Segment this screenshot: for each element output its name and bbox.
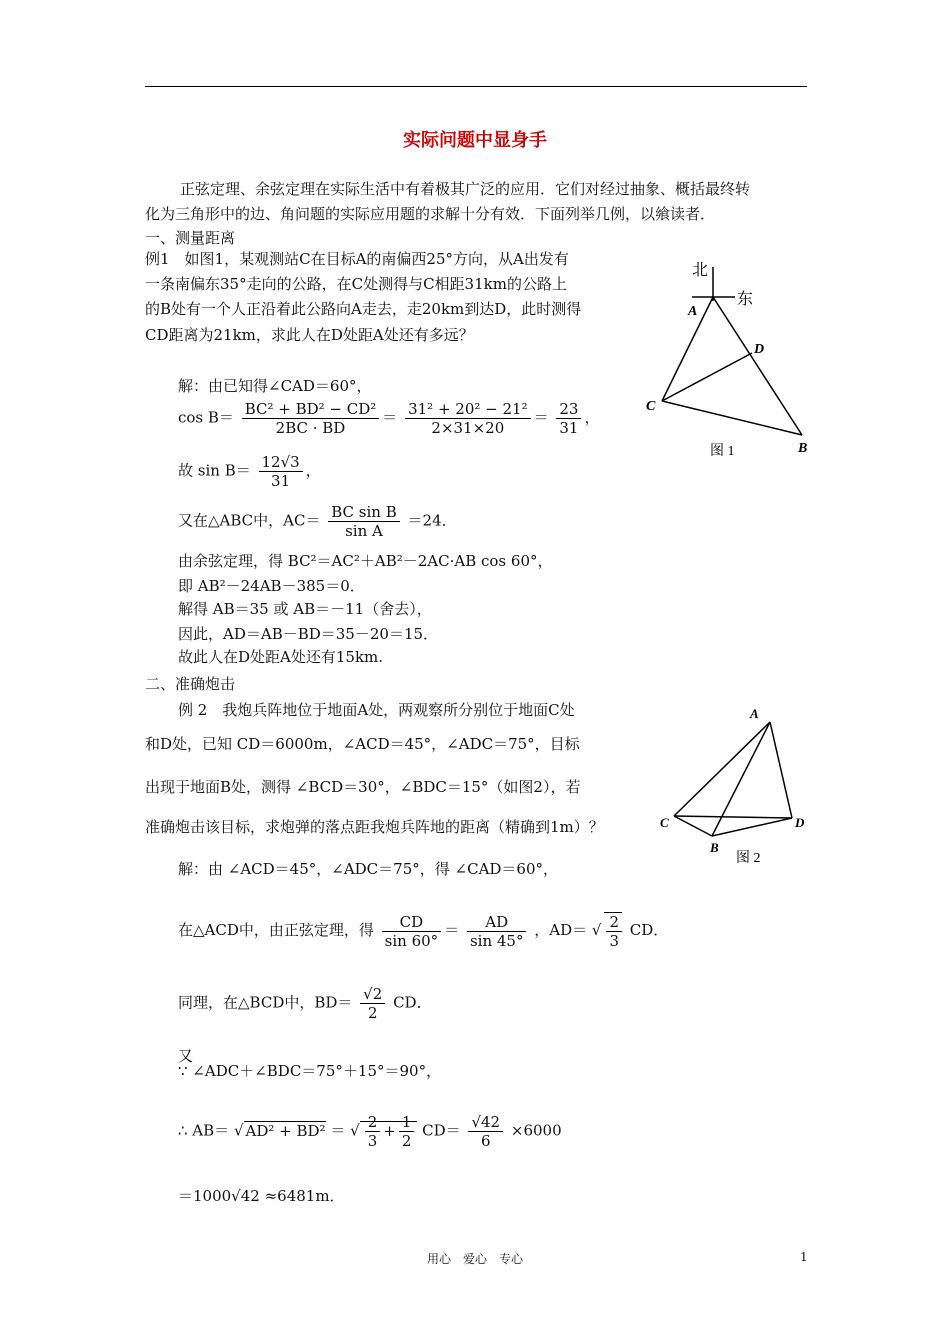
point-c-label: C xyxy=(646,399,656,414)
sqrt-symbol: √ xyxy=(350,1121,360,1140)
solution-1-line-5: 由余弦定理，得 BC²＝AC²＋AB²－2AC·AB cos 60°， xyxy=(178,552,553,570)
fraction-cd-sin60 xyxy=(382,913,442,950)
fraction-ad-sin45 xyxy=(467,913,527,950)
fraction-numerator: 2 xyxy=(606,913,622,932)
header-rule xyxy=(145,86,807,87)
solution-1-line-8: 因此，AD＝AB－BD＝35－20＝15． xyxy=(178,625,439,643)
fraction-sqrt42-6 xyxy=(468,1113,503,1150)
times-6000: ×6000 xyxy=(510,1121,562,1140)
solution-1-line-6: 即 AB²－24AB－385＝0． xyxy=(178,577,365,595)
bd-lhs: 同理，在△BCD中，BD＝ xyxy=(178,993,353,1012)
also-label: 又 xyxy=(178,1047,194,1065)
angle-sum-line: ∵ ∠ADC＋∠BDC＝75°＋15°＝90°， xyxy=(178,1062,442,1080)
fraction-denominator: 2×31×20 xyxy=(431,419,505,437)
cos-b-fraction-3 xyxy=(556,400,581,437)
figure-1-caption: 图 1 xyxy=(710,444,735,459)
ac-formula xyxy=(178,503,457,540)
east-label: 东 xyxy=(737,291,754,308)
point-d-label: D xyxy=(754,342,765,357)
solution-2-line-1: 解：由 ∠ACD＝45°，∠ADC＝75°，得 ∠CAD＝60°， xyxy=(178,860,559,878)
segment-cb xyxy=(662,401,802,435)
sin-b-lhs: 故 sin B＝ xyxy=(178,461,251,480)
footer-motto: 用心 爱心 专心 xyxy=(426,1252,523,1266)
fraction-numerator: AD xyxy=(467,913,527,932)
ac-fraction xyxy=(328,503,400,540)
fraction-denominator: 3 xyxy=(367,1132,378,1150)
final-result-line: ＝1000√42 ≈6481m． xyxy=(178,1187,345,1205)
point-b-label: B xyxy=(798,441,808,456)
radicand-ad2-bd2: AD² + BD² xyxy=(245,1121,326,1140)
segment-cd xyxy=(662,353,752,401)
fraction-numerator: 12√3 xyxy=(259,453,303,472)
fraction-numerator: √2 xyxy=(360,985,385,1004)
sin-b-formula: 故 sin B＝ $\frac{12√3}{31}$ ， xyxy=(178,453,321,490)
example-2-line-2: 和D处，已知 CD＝6000m，∠ACD＝45°，∠ADC＝75°，目标 xyxy=(145,735,580,753)
point-b-label: B xyxy=(710,840,719,855)
point-c-label: C xyxy=(660,815,669,830)
solution-1-line-1: 解：由已知得∠CAD＝60°， xyxy=(178,377,372,395)
point-a-label: A xyxy=(750,706,759,721)
section-2-heading: 二、准确炮击 xyxy=(145,675,236,693)
plus-sign: + xyxy=(383,1121,396,1140)
bd-cd: CD． xyxy=(393,993,432,1012)
figure-2-caption: 图 2 xyxy=(736,851,761,866)
fraction-sqrt2-2 xyxy=(360,985,385,1022)
solution-1-line-7: 解得 AB＝35 或 AB＝－11（舍去）， xyxy=(178,600,432,618)
fraction-denominator: sin A xyxy=(345,522,383,540)
example-1-line-1: 例1 如图1，某观测站C在目标A的南偏西25°方向，从A出发有 xyxy=(145,250,569,268)
cos-b-fraction-2 xyxy=(405,400,531,437)
fraction-denominator: 6 xyxy=(481,1132,491,1150)
fraction-denominator: 31 xyxy=(559,419,579,437)
example-2-line-4: 准确炮击该目标，求炮弹的落点距我炮兵阵地的距离（精确到1m）？ xyxy=(145,818,604,836)
fraction-numerator: 31² + 20² − 21² xyxy=(405,400,531,419)
sin-b-fraction xyxy=(259,453,303,490)
segment-bd xyxy=(712,818,792,836)
fraction-denominator: sin 45° xyxy=(469,931,524,950)
sqrt-symbol: √ xyxy=(233,1121,244,1140)
fraction-numerator: √42 xyxy=(468,1113,503,1132)
figure-2-diagram xyxy=(660,700,820,870)
north-label: 北 xyxy=(692,262,709,279)
sine-law-lhs: 在△ACD中，由正弦定理，得 xyxy=(178,921,374,939)
ab-formula xyxy=(178,1113,562,1150)
section-1-heading: 一、测量距离 xyxy=(145,229,236,247)
page-title: 实际问题中显身手 xyxy=(403,130,547,151)
ad-cd: CD． xyxy=(629,921,669,939)
solution-1-line-9: 故此人在D处距A处还有15km. xyxy=(178,648,384,666)
intro-line-2: 化为三角形中的边、角问题的实际应用题的求解十分有效．下面列举几例，以飨读者． xyxy=(145,205,716,223)
fraction-numerator: CD xyxy=(382,913,442,932)
segment-ab xyxy=(712,722,770,836)
cd-equals: CD＝ xyxy=(422,1121,461,1140)
fraction-denominator: 2 xyxy=(367,1004,378,1022)
ac-lhs: 又在△ABC中，AC＝ xyxy=(178,511,321,530)
sqrt-symbol: √ xyxy=(591,921,602,939)
ac-result: ＝24． xyxy=(407,511,457,530)
sqrt-fraction-2-3 xyxy=(604,912,622,950)
fraction-2-3 xyxy=(365,1113,381,1150)
example-1-line-2: 一条南偏东35°走向的公路，在C处测得与C相距31km的公路上 xyxy=(145,275,567,293)
example-1-line-3: 的B处有一个人正沿着此公路向A走去，走20km到达D，此时测得 xyxy=(145,300,582,318)
ad-equals: ，AD＝ xyxy=(534,921,588,939)
example-2-line-3: 出现于地面B处，测得 ∠BCD＝30°，∠BDC＝15°（如图2），若 xyxy=(145,778,581,796)
segment-cb xyxy=(674,816,712,836)
fraction-numerator: BC² + BD² − CD² xyxy=(242,400,380,419)
fraction-denominator: sin 60° xyxy=(384,931,439,950)
bd-formula xyxy=(178,985,432,1022)
fraction-denominator: 31 xyxy=(271,472,291,490)
fraction-denominator: 2 xyxy=(401,1132,412,1150)
fraction-numerator: BC sin B xyxy=(328,503,400,522)
fraction-denominator: 2BC · BD xyxy=(275,419,346,437)
sine-law-formula: 在△ACD中，由正弦定理，得 $\frac{CD}{\sin 60^\circ}$ ＝ $\frac{AD}{\sin 45^\circ}$ ，AD＝ √ $\frac{2}{3}$ CD． xyxy=(178,912,669,950)
figure-1-diagram xyxy=(640,255,820,465)
fraction-numerator: 23 xyxy=(556,400,581,419)
page-number: 1 xyxy=(800,1250,808,1264)
segment-ac xyxy=(674,722,770,816)
example-2-line-1: 例 2 我炮兵阵地位于地面A处，两观察所分别位于地面C处 xyxy=(178,701,575,719)
point-a-label: A xyxy=(688,304,698,319)
segment-ad xyxy=(770,722,792,818)
intro-line-1: 正弦定理、余弦定理在实际生活中有着极其广泛的应用．它们对经过抽象、概括最终转 xyxy=(180,180,751,198)
ab-lhs: ∴ AB＝ xyxy=(178,1121,230,1140)
example-1-line-4: CD距离为21km，求此人在D处距A处还有多远？ xyxy=(145,326,474,344)
fraction-denominator: 3 xyxy=(609,932,619,950)
cos-b-formula: cos B＝ $\frac{\text{BC² + BD² − CD²}}{2BC \cdot BD}$ ＝ $\frac{\text{31² + 20² − 21²}}{2\times 31\times 20}$ ＝ $\frac{23}{31}$ ， xyxy=(178,400,600,437)
equals-sign: ＝ xyxy=(330,1121,346,1140)
cos-b-fraction-1 xyxy=(242,400,380,437)
segment-cd xyxy=(674,816,792,818)
fraction-1-2 xyxy=(399,1113,415,1150)
fraction-numerator: 1 xyxy=(399,1113,415,1132)
fraction-numerator: 2 xyxy=(365,1113,381,1132)
point-d-label: D xyxy=(795,815,805,830)
cos-b-lhs: cos B＝ xyxy=(178,408,234,427)
radicand-fractions xyxy=(360,1113,418,1150)
